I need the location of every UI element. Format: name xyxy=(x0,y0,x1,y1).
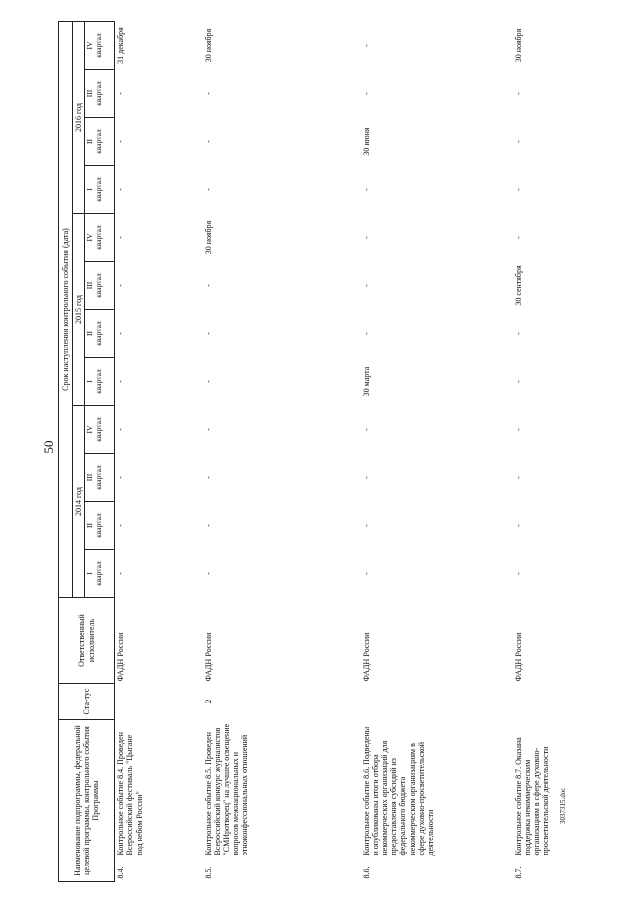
quarter-cell: - xyxy=(203,572,213,575)
header-quarter: II квартал xyxy=(85,310,115,358)
header-executor: Ответственный исполнитель xyxy=(59,598,115,684)
quarter-cell: - xyxy=(116,524,126,527)
header-year-2014: 2014 год xyxy=(73,406,85,598)
quarter-cell: - xyxy=(361,332,371,335)
row-number: 8.7. xyxy=(513,866,523,879)
header-quarter: IV квартал xyxy=(85,21,115,69)
executor-cell: ФАДН России xyxy=(116,632,126,682)
header-quarter: II квартал xyxy=(85,502,115,550)
quarter-cell: - xyxy=(513,572,523,575)
quarter-cell: - xyxy=(513,92,523,95)
header-name: Наименование подпрограммы, федеральной целевой программы, контрольного события Программы xyxy=(59,720,115,882)
quarter-cell: - xyxy=(361,572,371,575)
quarter-cell: - xyxy=(513,476,523,479)
quarter-cell: - xyxy=(203,428,213,431)
quarter-cell: - xyxy=(361,92,371,95)
row-number: 8.6. xyxy=(361,866,371,879)
quarter-cell: - xyxy=(116,92,126,95)
executor-cell: ФАДН России xyxy=(513,632,523,682)
quarter-cell: - xyxy=(203,524,213,527)
status-cell: 2 xyxy=(203,699,213,704)
page-number: 50 xyxy=(41,440,56,454)
header-status: Ста-тус xyxy=(59,684,115,720)
event-name: Контрольное событие 8.7. Оказана поддержка некоммерческим организациям в сфере духовно-просветительской деятельности xyxy=(513,737,551,856)
quarter-cell: - xyxy=(116,380,126,383)
header-quarter: I квартал xyxy=(85,166,115,214)
quarter-cell: - xyxy=(361,236,371,239)
row-number: 8.5. xyxy=(203,866,213,879)
rotated-table-wrapper xyxy=(58,17,638,882)
row-number: 8.4. xyxy=(116,866,126,879)
quarter-cell: 30 сентября xyxy=(513,265,523,306)
quarter-cell: - xyxy=(361,428,371,431)
header-quarter: IV квартал xyxy=(85,214,115,262)
quarter-cell: 30 ноября xyxy=(513,28,523,63)
quarter-cell: 31 декабря xyxy=(116,27,126,64)
quarter-cell: - xyxy=(116,188,126,191)
quarter-cell: - xyxy=(203,476,213,479)
header-year-2016: 2016 год xyxy=(73,21,85,213)
file-name: 3037315.doc xyxy=(559,787,567,824)
quarter-cell: - xyxy=(513,524,523,527)
quarter-cell: - xyxy=(513,332,523,335)
table-row xyxy=(513,21,613,881)
event-name: Контрольное событие 8.5. Проведен Всероссийский конкурс журналистов "СМИротворец" на лучшее освещение вопросов межнациональных и этноконфессиональных отношений xyxy=(203,723,250,856)
executor-cell: ФАДН России xyxy=(203,632,213,682)
quarter-cell: - xyxy=(203,380,213,383)
header-quarter: II квартал xyxy=(85,118,115,166)
quarter-cell: - xyxy=(203,332,213,335)
quarter-cell: - xyxy=(116,476,126,479)
quarter-cell: 30 ноября xyxy=(203,28,213,63)
quarter-cell: - xyxy=(116,236,126,239)
header-year-2015: 2015 год xyxy=(73,214,85,406)
quarter-cell: - xyxy=(513,428,523,431)
quarter-cell: 30 ноября xyxy=(203,220,213,255)
header-deadline: Срок наступления контрольного события (дата) xyxy=(59,21,73,597)
table-row xyxy=(361,21,513,881)
quarter-cell: - xyxy=(116,332,126,335)
header-quarter: III квартал xyxy=(85,454,115,502)
quarter-cell: - xyxy=(203,284,213,287)
quarter-cell: - xyxy=(513,140,523,143)
status-cell xyxy=(361,684,513,720)
status-cell xyxy=(513,684,613,720)
header-quarter: I квартал xyxy=(85,358,115,406)
quarter-cell: - xyxy=(361,284,371,287)
quarter-cell: - xyxy=(116,140,126,143)
table-row xyxy=(115,21,203,881)
header-quarter: III квартал xyxy=(85,262,115,310)
schedule-table xyxy=(58,21,613,882)
quarter-cell: - xyxy=(361,44,371,47)
quarter-cell: 30 марта xyxy=(361,366,371,397)
table-header xyxy=(59,21,115,881)
header-quarter: III квартал xyxy=(85,70,115,118)
event-name: Контрольное событие 8.4. Проведен Всероссийский фестиваль "Цыгане под небом России" xyxy=(116,732,144,856)
status-cell xyxy=(115,684,203,720)
quarter-cell: - xyxy=(513,236,523,239)
quarter-cell: - xyxy=(116,428,126,431)
quarter-cell: - xyxy=(116,284,126,287)
table-row xyxy=(203,21,361,881)
quarter-cell: - xyxy=(361,524,371,527)
executor-cell: ФАДН России xyxy=(361,632,371,682)
quarter-cell: - xyxy=(203,188,213,191)
quarter-cell: - xyxy=(116,572,126,575)
header-quarter: IV квартал xyxy=(85,406,115,454)
quarter-cell: - xyxy=(203,92,213,95)
event-name: Контрольное событие 8.6. Подведены и опубликованы итоги отбора некоммерческих организаций для предоставления субсидий из федерального бюджета некоммерческим организациям в сфере духовно-просветительской деятельности xyxy=(361,726,435,856)
quarter-cell: - xyxy=(361,476,371,479)
quarter-cell: - xyxy=(513,188,523,191)
quarter-cell: - xyxy=(361,188,371,191)
quarter-cell: - xyxy=(203,140,213,143)
header-quarter: I квартал xyxy=(85,550,115,598)
quarter-cell: 30 июня xyxy=(361,127,371,156)
quarter-cell: - xyxy=(513,380,523,383)
